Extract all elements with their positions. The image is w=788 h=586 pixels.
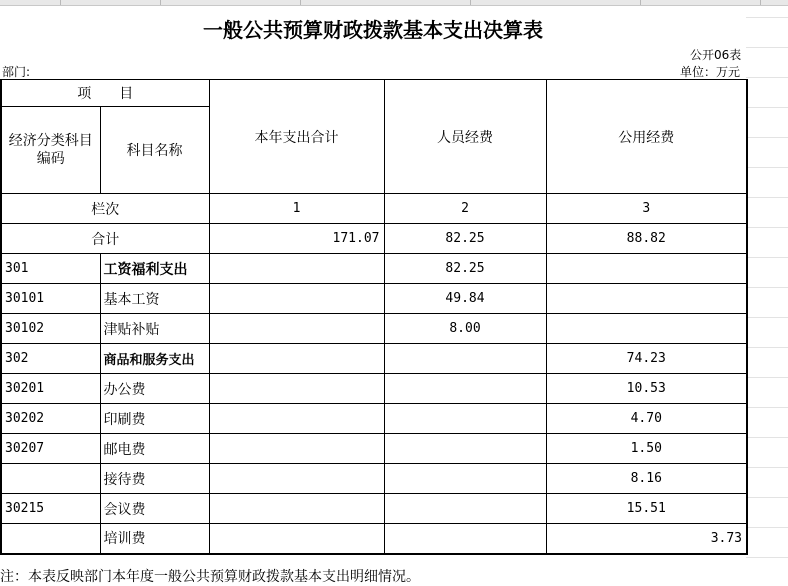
table-row [1, 404, 747, 434]
row-code: 301 [1, 254, 100, 284]
header-personnel: 人员经费 [384, 80, 546, 194]
row-public-cell: 4.70 [546, 404, 747, 434]
row-index-c2: 2 [384, 194, 546, 224]
row-total-cell [209, 254, 384, 284]
header-total: 本年支出合计 [209, 80, 384, 194]
row-total-cell [209, 344, 384, 374]
row-total-cell [209, 314, 384, 344]
table-row [1, 524, 747, 554]
row-total-cell [209, 464, 384, 494]
header-name: 科目名称 [100, 107, 209, 194]
row-public-cell: 8.16 [546, 464, 747, 494]
row-index [1, 194, 747, 224]
table-row [1, 434, 747, 464]
footnote: 注：本表反映部门本年度一般公共预算财政拨款基本支出明细情况。 [0, 569, 420, 585]
row-personnel-cell [384, 374, 546, 404]
row-personnel-cell: 82.25 [384, 254, 546, 284]
row-code: 30201 [1, 374, 100, 404]
row-total-cell [209, 524, 384, 554]
row-total-sum: 171.07 [209, 224, 384, 254]
expenditure-table [0, 79, 748, 555]
table-row [1, 464, 747, 494]
department-label: 部门: [2, 65, 31, 79]
row-code: 30202 [1, 404, 100, 434]
row-code: 30102 [1, 314, 100, 344]
row-name: 接待费 [100, 464, 209, 494]
row-personnel-cell [384, 344, 546, 374]
row-total-cell [209, 374, 384, 404]
row-public-cell [546, 254, 747, 284]
row-code: 30215 [1, 494, 100, 524]
row-personnel-cell [384, 434, 546, 464]
row-code [1, 524, 100, 554]
row-code: 30101 [1, 284, 100, 314]
row-personnel-cell: 8.00 [384, 314, 546, 344]
table-row [1, 494, 747, 524]
row-public-cell: 15.51 [546, 494, 747, 524]
row-name: 培训费 [100, 524, 209, 554]
row-total [1, 224, 747, 254]
row-personnel-cell: 49.84 [384, 284, 546, 314]
row-public-cell: 3.73 [546, 524, 747, 554]
spreadsheet-gridlines [746, 0, 788, 584]
row-total-public: 88.82 [546, 224, 747, 254]
row-personnel-cell [384, 404, 546, 434]
row-name: 邮电费 [100, 434, 209, 464]
row-name: 商品和服务支出 [100, 344, 209, 374]
row-name: 津贴补贴 [100, 314, 209, 344]
report-title: 一般公共预算财政拨款基本支出决算表 [203, 18, 543, 42]
row-total-cell [209, 494, 384, 524]
row-index-c1: 1 [209, 194, 384, 224]
header-public: 公用经费 [546, 80, 747, 194]
row-name: 印刷费 [100, 404, 209, 434]
header-item: 项 目 [1, 80, 209, 107]
row-total-label: 合计 [1, 224, 209, 254]
row-name: 办公费 [100, 374, 209, 404]
row-name: 会议费 [100, 494, 209, 524]
row-public-cell [546, 284, 747, 314]
row-total-personnel: 82.25 [384, 224, 546, 254]
row-personnel-cell [384, 494, 546, 524]
row-personnel-cell [384, 464, 546, 494]
row-name: 工资福利支出 [100, 254, 209, 284]
table-row [1, 314, 747, 344]
row-name: 基本工资 [100, 284, 209, 314]
row-public-cell: 10.53 [546, 374, 747, 404]
row-public-cell: 74.23 [546, 344, 747, 374]
table-row [1, 254, 747, 284]
form-code: 公开06表 [690, 48, 742, 62]
row-total-cell [209, 404, 384, 434]
header-row-1 [1, 80, 747, 107]
row-index-c3: 3 [546, 194, 747, 224]
header-code: 经济分类科目编码 [1, 107, 100, 194]
spreadsheet-column-header [0, 0, 788, 6]
row-total-cell [209, 434, 384, 464]
table-row [1, 374, 747, 404]
row-code [1, 464, 100, 494]
row-public-cell [546, 314, 747, 344]
row-public-cell: 1.50 [546, 434, 747, 464]
row-personnel-cell [384, 524, 546, 554]
unit-label: 单位：万元 [680, 65, 741, 79]
row-code: 30207 [1, 434, 100, 464]
row-index-label: 栏次 [1, 194, 209, 224]
table-row [1, 344, 747, 374]
row-code: 302 [1, 344, 100, 374]
table-row [1, 284, 747, 314]
row-total-cell [209, 284, 384, 314]
